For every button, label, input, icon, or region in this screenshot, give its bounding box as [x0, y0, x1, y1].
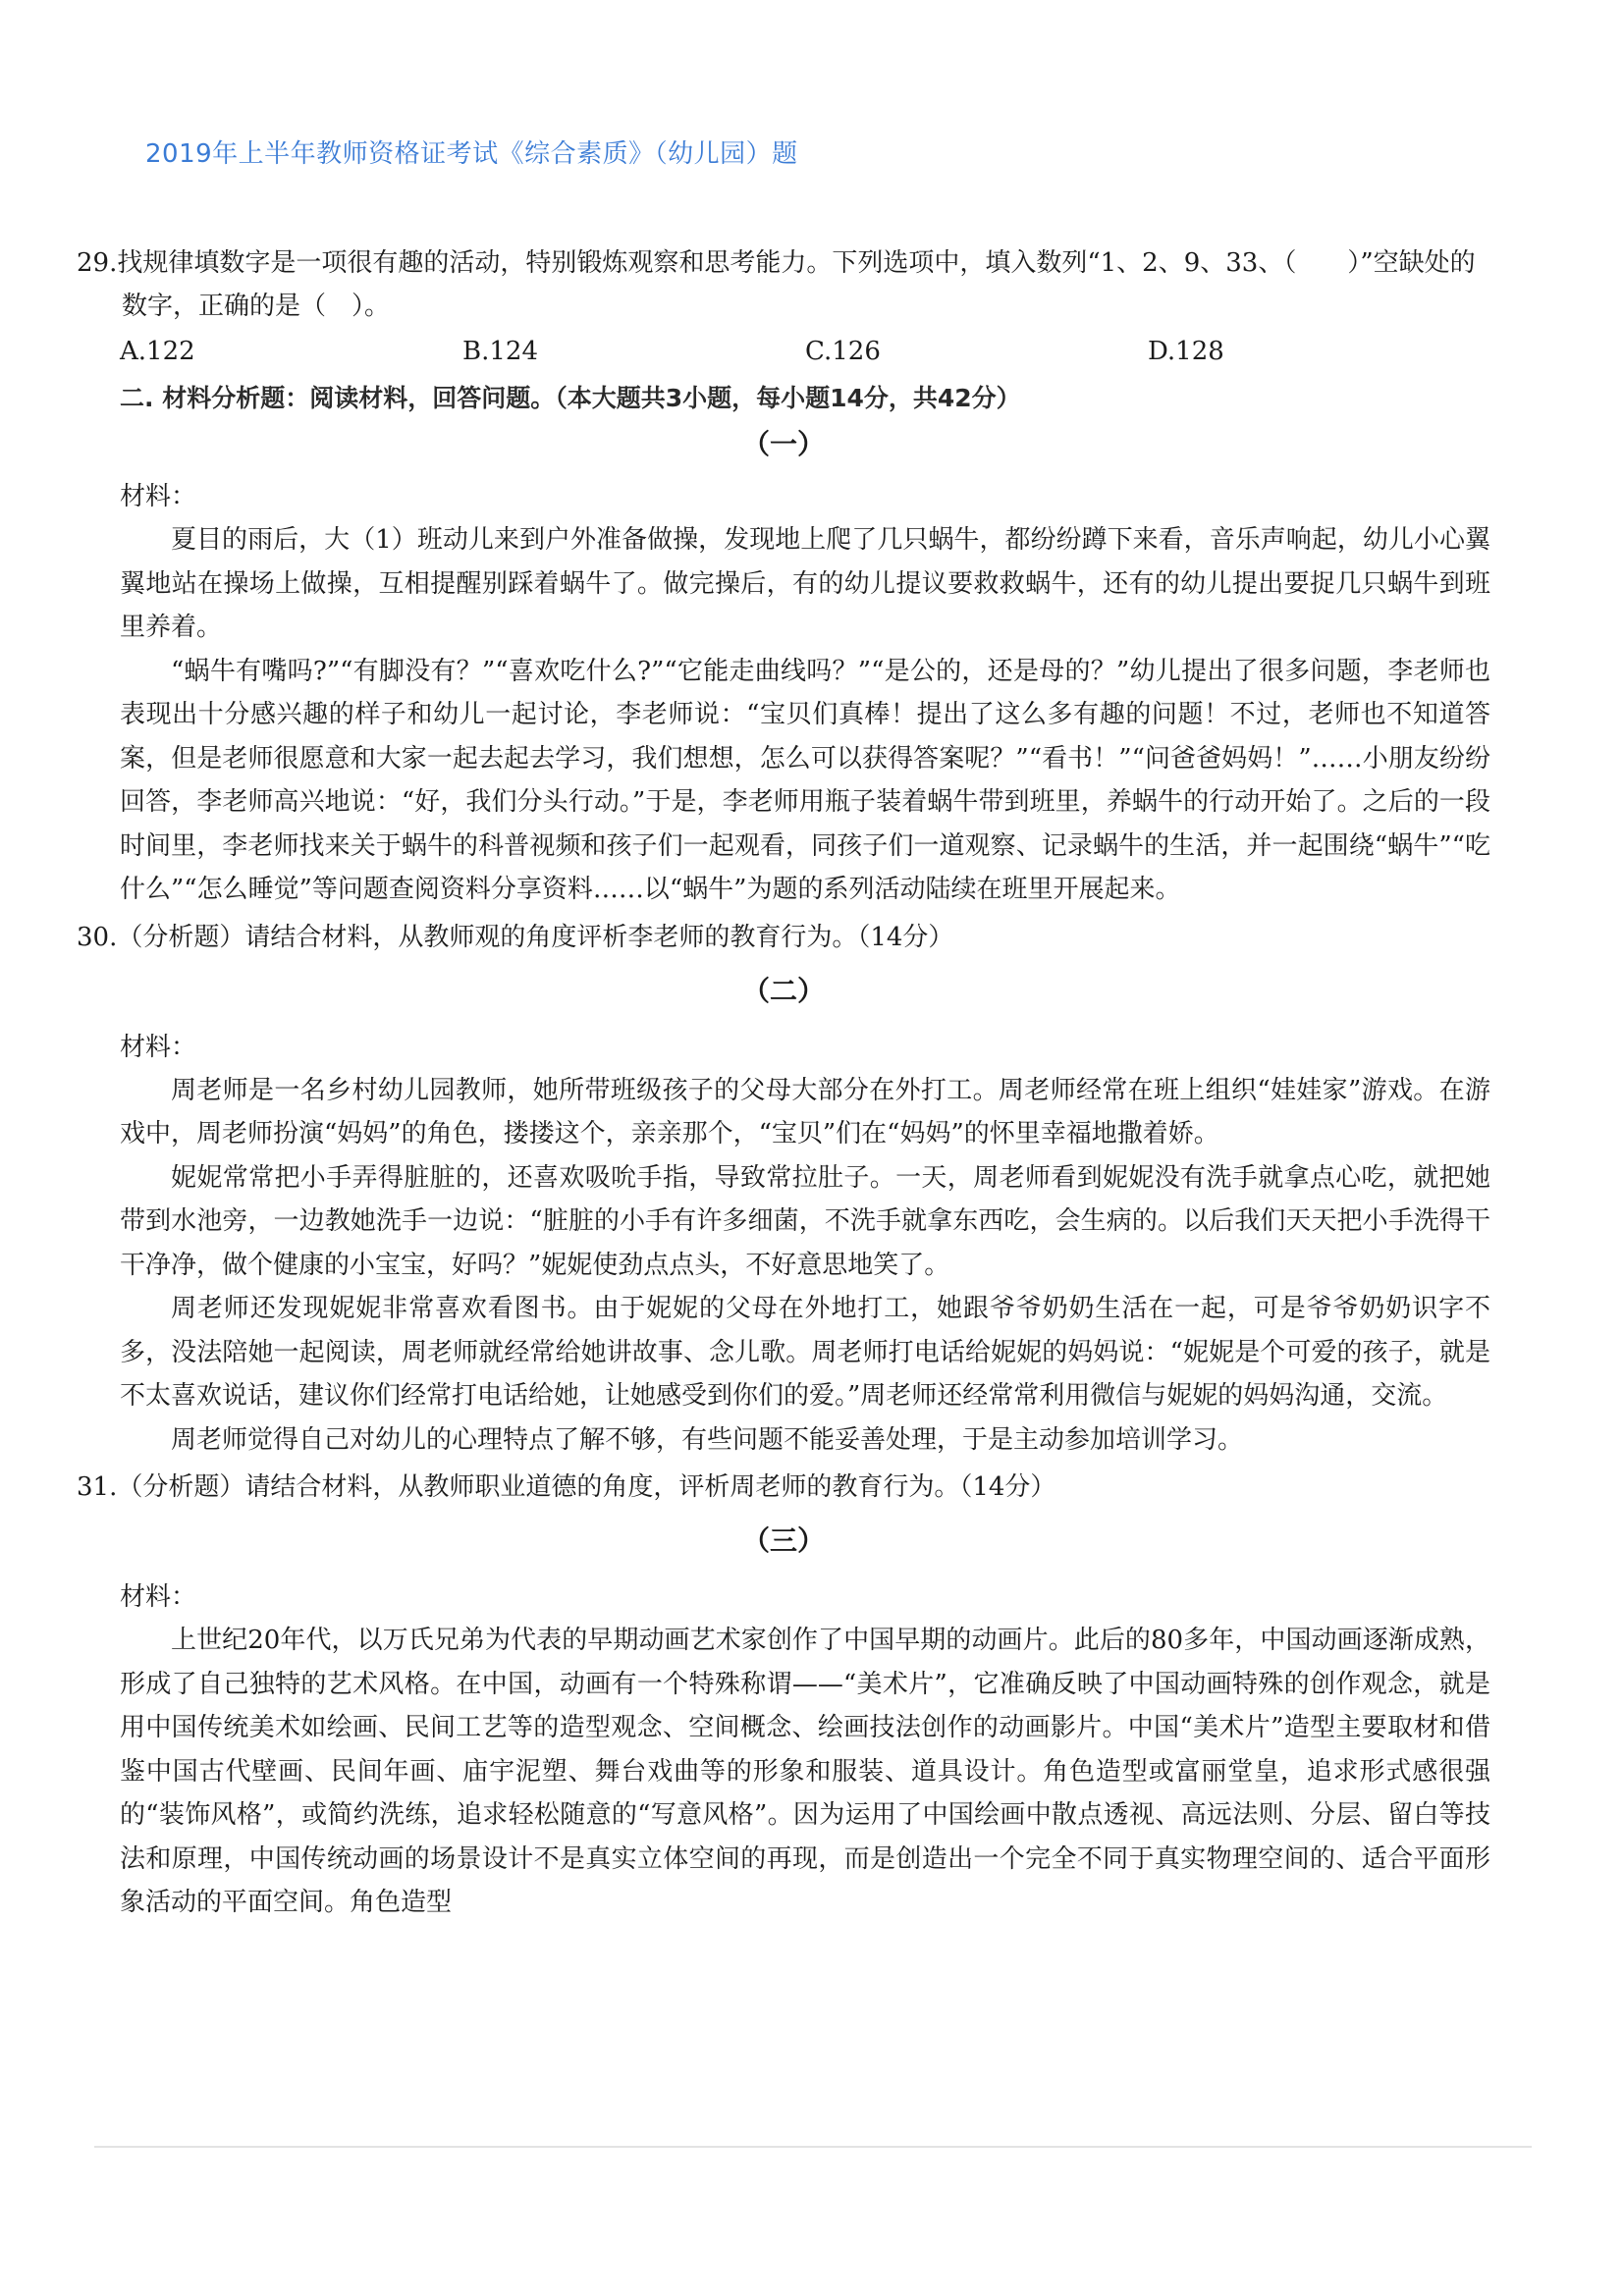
- option-c: C.126: [805, 337, 881, 366]
- part-1-paragraph: “蜗牛有嘴吗?”“有脚没有？”“喜欢吃什么?”“它能走曲线吗？”“是公的，还是母的？”幼儿提出了很多问题，李老师也表现出十分感兴趣的样子和幼儿一起讨论，李老师说：“宝贝们真棒！提出了这么多有趣的问题！不过，老师也不知道答案，但是老师很愿意和大家一起去起去学习，我们想想，怎么可以获得答案呢？”“看书！”“问爸爸妈妈！”……小朋友纷纷回答，李老师高兴地说：“好，我们分头行动。”于是，李老师用瓶子装着蜗牛带到班里，养蜗牛的行动开始了。之后的一段时间里，李老师找来关于蜗牛的科普视频和孩子们一起观看，同孩子们一道观察、记录蜗牛的生活，并一起围绕“蜗牛”“吃什么”“怎么睡觉”等问题查阅资料分享资料……以“蜗牛”为题的系列活动陆续在班里开展起来。: [120, 656, 1490, 904]
- page-content: [77, 241, 1490, 1925]
- option-a: A.122: [120, 337, 195, 366]
- document-title-link[interactable]: 2019年上半年教师资格证考试《综合素质》（幼儿园）题: [145, 139, 798, 169]
- part-2-material-label: 材料：: [120, 1032, 197, 1062]
- part-1-heading: （一）: [741, 428, 825, 460]
- question-29-text: 29.找规律填数字是一项很有趣的活动，特别锻炼观察和思考能力。下列选项中，填入数列“1、2、9、33、（ ）”空缺处的数字，正确的是（ ）。: [77, 248, 1476, 321]
- section-2-title: 二. 材料分析题：阅读材料，回答问题。（本大题共3小题，每小题14分，共42分）: [120, 384, 1021, 412]
- part-2-paragraph: 周老师觉得自己对幼儿的心理特点了解不够，有些问题不能妥善处理，于是主动参加培训学习。: [171, 1424, 1244, 1455]
- part-2-heading: （二）: [741, 974, 825, 1007]
- question-30-text: 30.（分析题）请结合材料，从教师观的角度评析李老师的教育行为。（14分）: [77, 922, 954, 952]
- question-29-options: [120, 330, 1490, 373]
- footer-divider: [94, 2146, 1532, 2148]
- part-2-paragraph: 妮妮常常把小手弄得脏脏的，还喜欢吸吮手指，导致常拉肚子。一天，周老师看到妮妮没有洗手就拿点心吃，就把她带到水池旁，一边教她洗手一边说：“脏脏的小手有许多细菌，不洗手就拿东西吃，会生病的。以后我们天天把小手洗得干干净净，做个健康的小宝宝，好吗？”妮妮使劲点点头，不好意思地笑了。: [120, 1162, 1490, 1280]
- option-d: D.128: [1148, 337, 1224, 366]
- part-2-paragraph: 周老师还发现妮妮非常喜欢看图书。由于妮妮的父母在外地打工，她跟爷爷奶奶生活在一起，可是爷爷奶奶识字不多，没法陪她一起阅读，周老师就经常给她讲故事、念儿歌。周老师打电话给妮妮的妈妈说：“妮妮是个可爱的孩子，就是不太喜欢说话，建议你们经常打电话给她，让她感受到你们的爱。”周老师还经常常利用微信与妮妮的妈妈沟通，交流。: [120, 1294, 1490, 1411]
- option-b: B.124: [462, 337, 538, 366]
- part-1-material-label: 材料：: [120, 482, 197, 511]
- part-2-paragraph: 周老师是一名乡村幼儿园教师，她所带班级孩子的父母大部分在外打工。周老师经常在班上组织“娃娃家”游戏。在游戏中，周老师扮演“妈妈”的角色，搂搂这个，亲亲那个，“宝贝”们在“妈妈”的怀里幸福地撒着娇。: [120, 1075, 1490, 1148]
- question-31-text: 31.（分析题）请结合材料，从教师职业道德的角度，评析周老师的教育行为。（14分）: [77, 1472, 1056, 1502]
- part-3-material-label: 材料：: [120, 1582, 197, 1612]
- part-3-paragraph: 上世纪20年代，以万氏兄弟为代表的早期动画艺术家创作了中国早期的动画片。此后的80多年，中国动画逐渐成熟，形成了自己独特的艺术风格。在中国，动画有一个特殊称谓——“美术片”，它准确反映了中国动画特殊的创作观念，就是用中国传统美术如绘画、民间工艺等的造型观念、空间概念、绘画技法创作的动画影片。中国“美术片”造型主要取材和借鉴中国古代壁画、民间年画、庙宇泥塑、舞台戏曲等的形象和服装、道具设计。角色造型或富丽堂皇，追求形式感很强的“装饰风格”，或简约洗练，追求轻松随意的“写意风格”。因为运用了中国绘画中散点透视、高远法则、分层、留白等技法和原理，中国传统动画的场景设计不是真实立体空间的再现，而是创造出一个完全不同于真实物理空间的、适合平面形象活动的平面空间。角色造型: [120, 1626, 1490, 1917]
- part-1-paragraph: 夏目的雨后，大（1）班动儿来到户外准备做操，发现地上爬了几只蜗牛，都纷纷蹲下来看，音乐声响起，幼儿小心翼翼地站在操场上做操，互相提醒别踩着蜗牛了。做完操后，有的幼儿提议要救救蜗牛，还有的幼儿提出要捉几只蜗牛到班里养着。: [120, 525, 1490, 642]
- part-3-heading: （三）: [741, 1524, 825, 1557]
